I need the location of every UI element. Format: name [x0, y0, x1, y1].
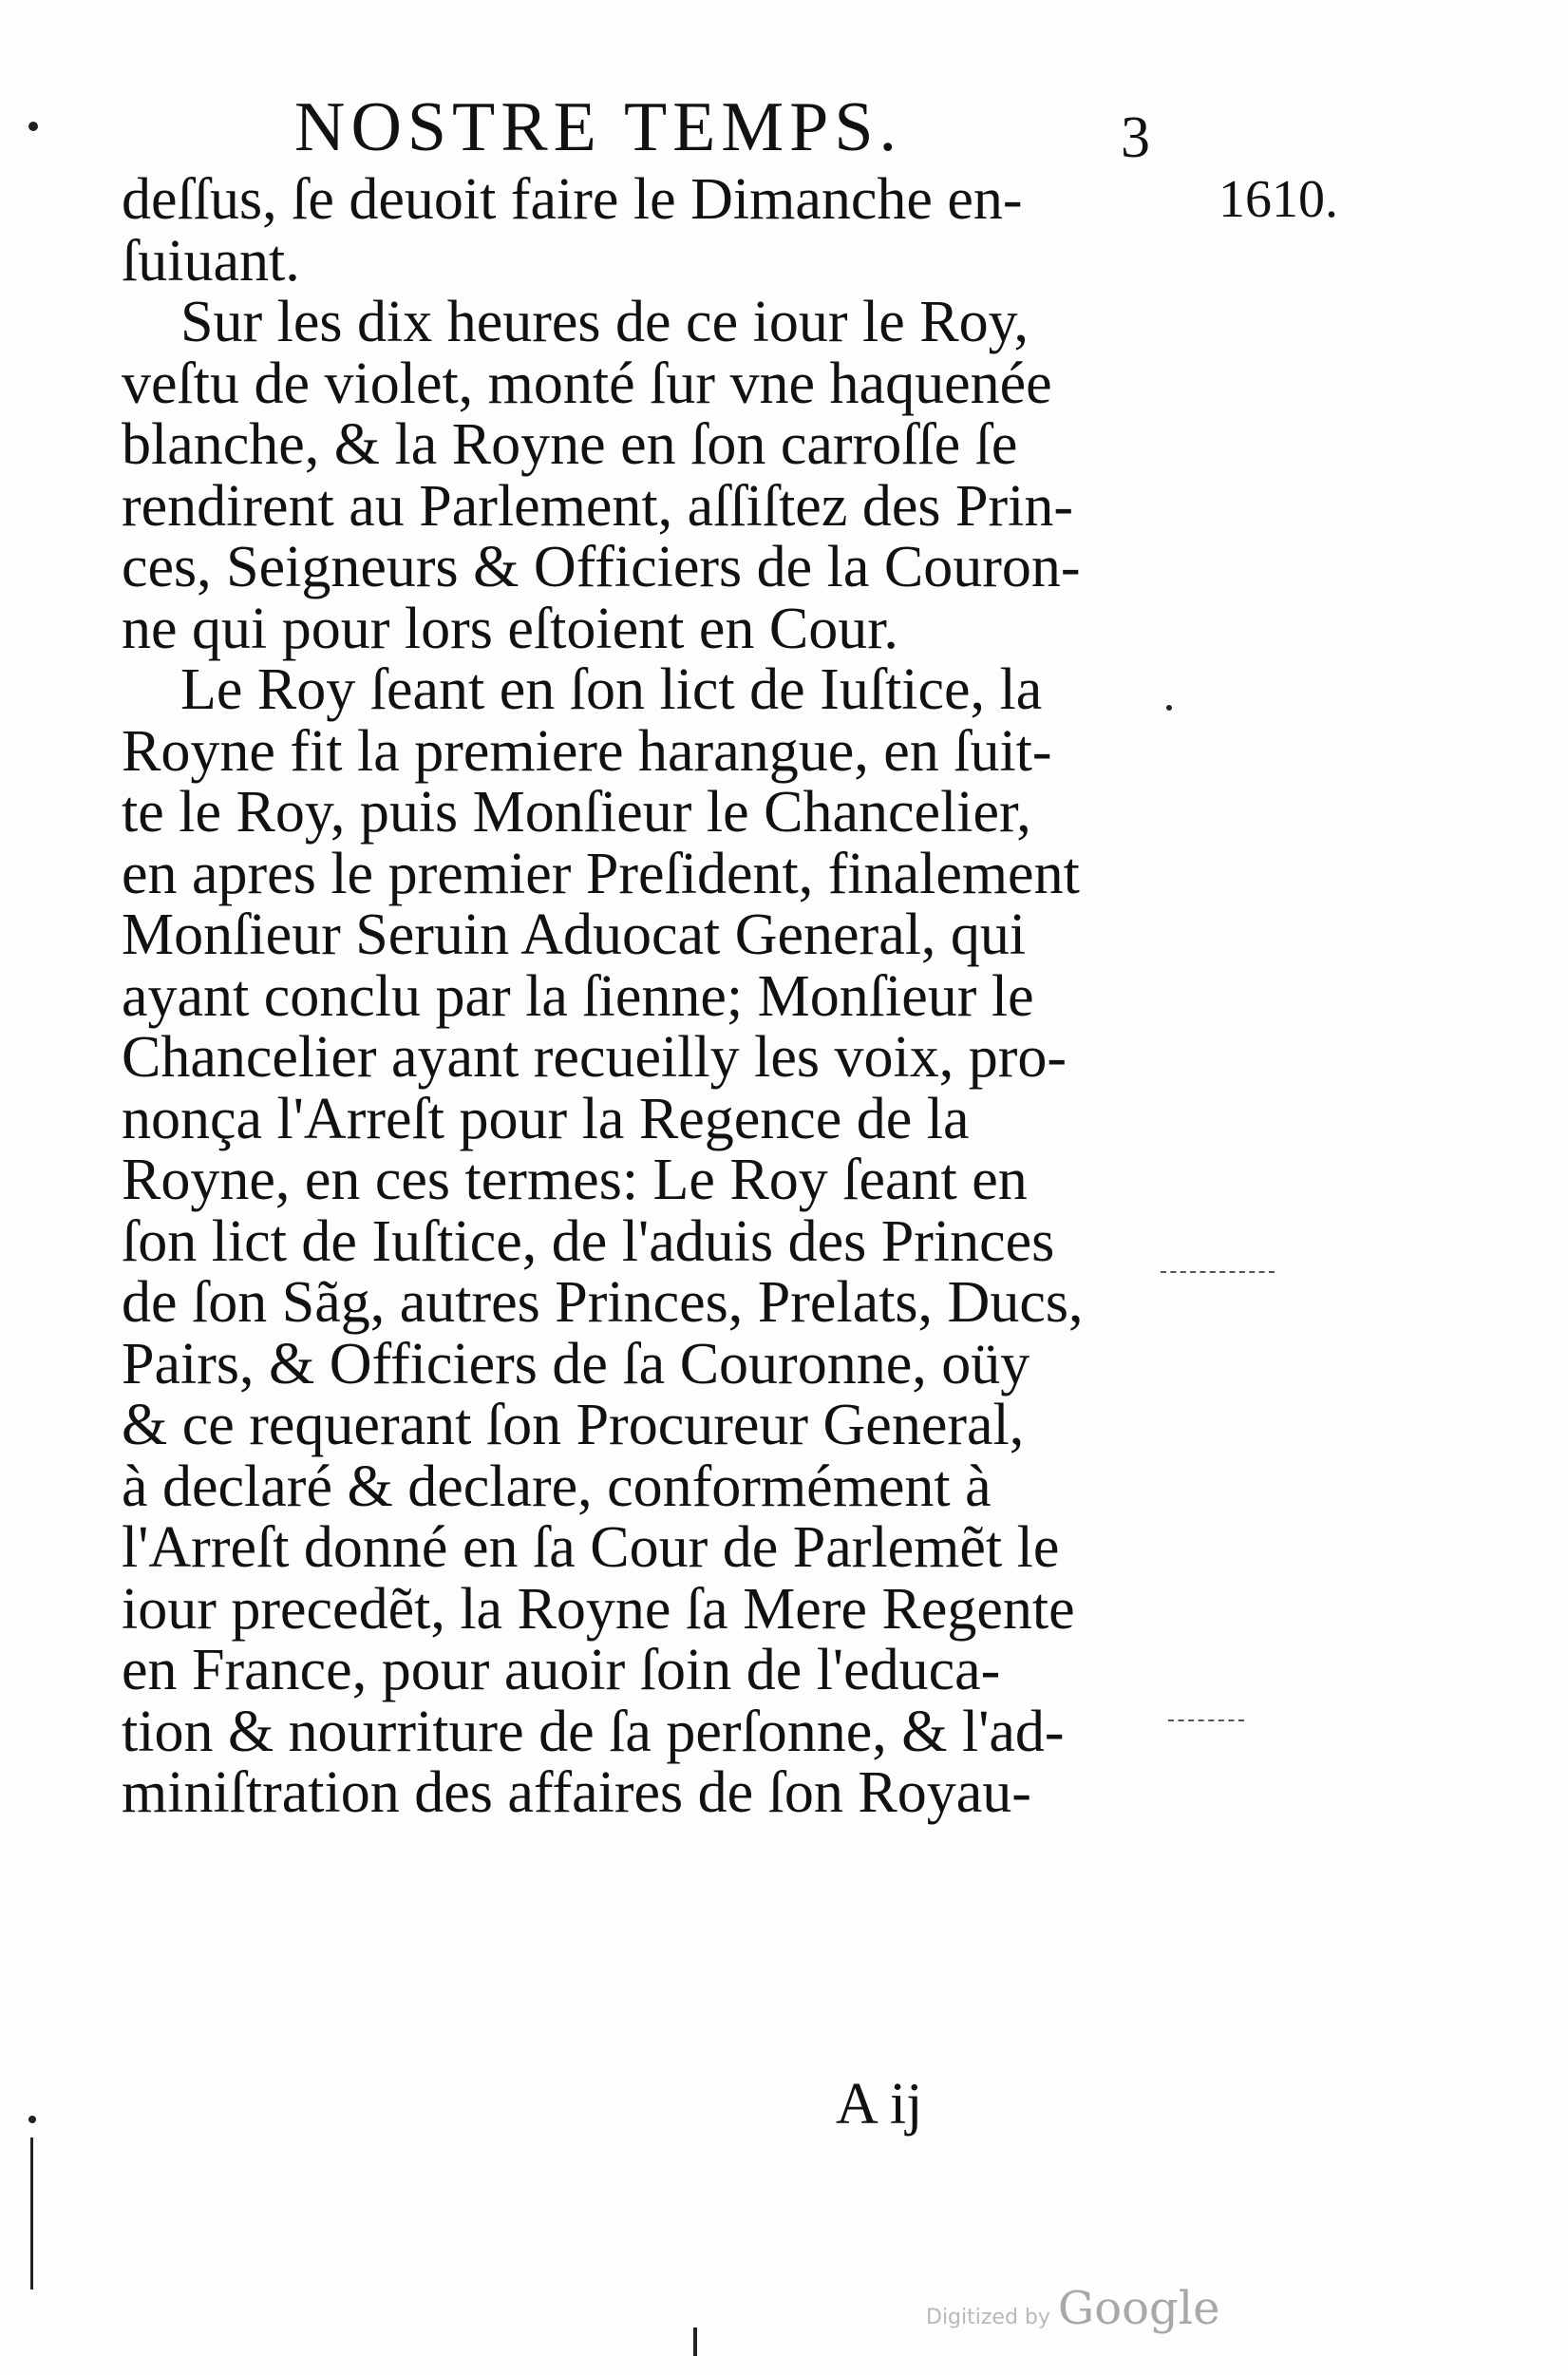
watermark-prefix: Digitized by — [926, 2306, 1050, 2329]
text-line: de ſon Sãg, autres Princes, Prelats, Ducs, — [122, 1270, 1084, 1335]
text-line: en apres le premier Preſident, finalement — [122, 841, 1080, 906]
text-line: ſuiuant. — [122, 228, 300, 294]
text-line: ces, Seigneurs & Officiers de la Couron- — [122, 535, 1081, 599]
margin-dash — [1161, 1271, 1275, 1273]
margin-rule — [30, 2138, 33, 2290]
body-text — [122, 169, 1185, 1824]
text-line: rendirent au Parlement, aſſiſtez des Prin- — [122, 473, 1073, 539]
text-line: Royne fit la premiere harangue, en ſuit- — [122, 718, 1052, 784]
margin-dash — [1168, 1720, 1244, 1721]
scan-dot — [28, 2116, 36, 2123]
text-line: Sur les dix heures de ce iour le Roy, — [122, 290, 1030, 354]
text-line: Chancelier ayant recueilly les voix, pro- — [122, 1025, 1067, 1090]
running-title: NOSTRE TEMPS. — [294, 88, 902, 166]
text-line: l'Arreſt donné en ſa Cour de Parlemẽt le — [122, 1515, 1060, 1580]
watermark — [926, 2282, 1220, 2335]
text-line: & ce requerant ſon Procureur General, — [122, 1393, 1025, 1457]
text-line: ſon lict de Iuſtice, de l'aduis des Princes — [122, 1208, 1055, 1274]
text-line: tion & nourriture de ſa perſonne, & l'ad- — [122, 1699, 1065, 1764]
text-line: en France, pour auoir ſoin de l'educa- — [122, 1638, 1001, 1702]
scan-dot — [28, 122, 38, 131]
scan-dot — [1166, 705, 1172, 711]
margin-year: 1610. — [1219, 170, 1338, 229]
text-line: à declaré & declare, conformément à — [122, 1454, 992, 1519]
text-line: Le Roy ſeant en ſon lict de Iuſtice, la — [122, 657, 1043, 722]
text-line: blanche, & la Royne en ſon carroſſe ſe — [122, 412, 1018, 477]
page-number: 3 — [1121, 105, 1150, 170]
text-line: nonça l'Arreſt pour la Regence de la — [122, 1086, 970, 1151]
text-line: te le Roy, puis Monſieur le Chancelier, — [122, 780, 1031, 845]
text-line: ne qui pour lors eſtoient en Cour. — [122, 596, 898, 661]
google-logo: Google — [1057, 2282, 1220, 2335]
text-line: veſtu de violet, monté ſur vne haquenée — [122, 351, 1052, 416]
text-line: Pairs, & Officiers de ſa Couronne, oüy — [122, 1331, 1030, 1396]
scan-mark — [693, 2328, 697, 2356]
text-line: miniſtration des affaires de ſon Royau- — [122, 1760, 1031, 1825]
signature-mark: A ij — [836, 2072, 923, 2137]
text-line: deſſus, ſe deuoit faire le Dimanche en- — [122, 167, 1023, 232]
text-line: iour precedẽt, la Royne ſa Mere Regente — [122, 1576, 1075, 1642]
text-line: ayant conclu par la ſienne; Monſieur le — [122, 963, 1034, 1029]
text-line: Monſieur Seruin Aduocat General, qui — [122, 902, 1027, 967]
text-line: Royne, en ces termes: Le Roy ſeant en — [122, 1148, 1028, 1212]
